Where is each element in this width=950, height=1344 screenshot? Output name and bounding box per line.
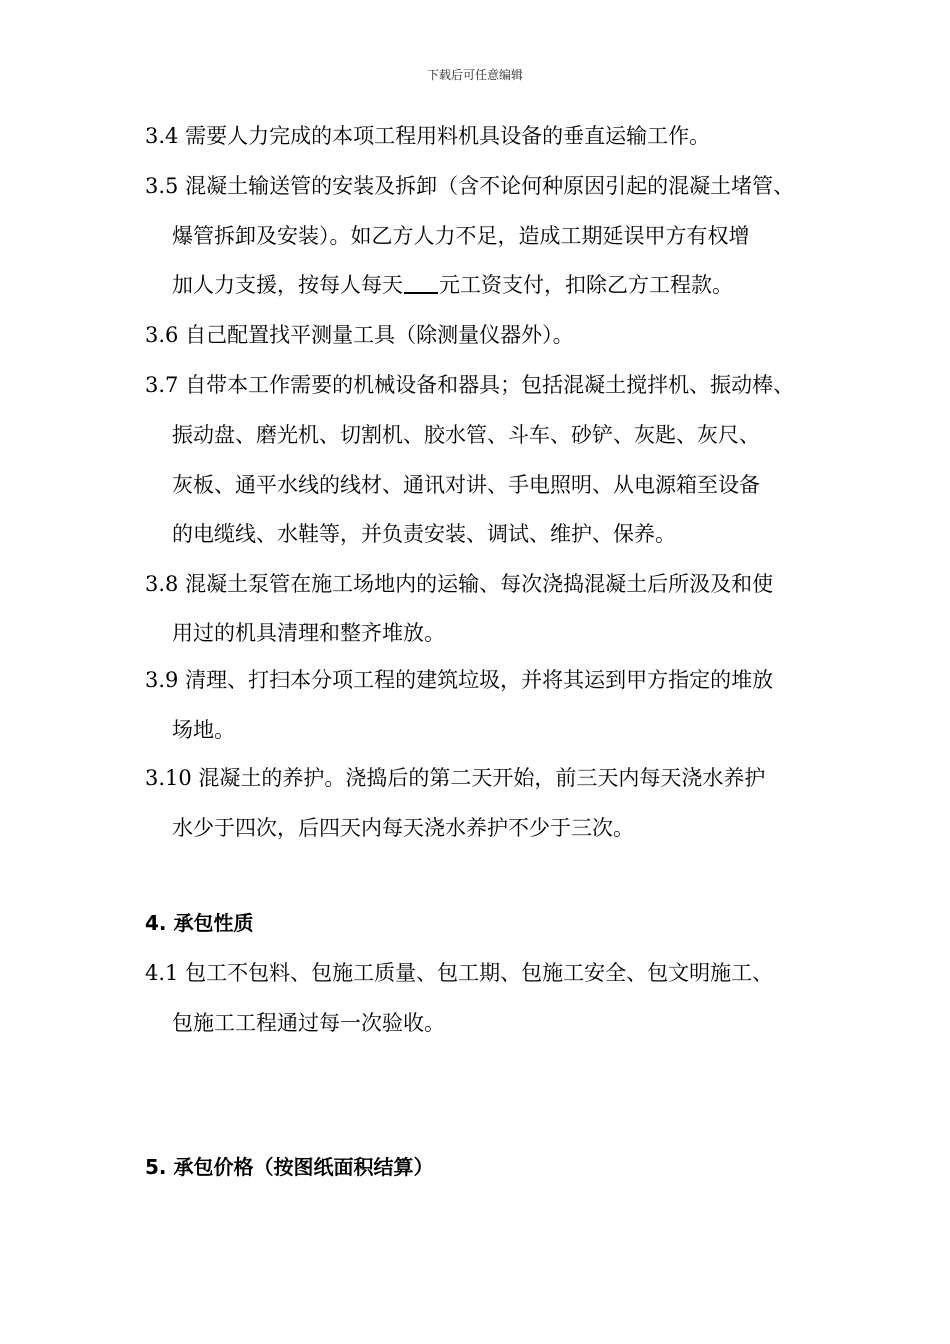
text-fragment: 加人力支援，按每人每天 xyxy=(172,273,403,297)
text-line: 爆管拆卸及安装）。如乙方人力不足，造成工期延误甲方有权增 xyxy=(172,224,750,248)
text-line: 灰板、通平水线的线材、通讯对讲、手电照明、从电源箱至设备 xyxy=(172,473,760,497)
section-5-heading: 5. 承包价格（按图纸面积结算） xyxy=(145,1155,434,1179)
section-4-heading: 4. 承包性质 xyxy=(145,911,254,935)
text-line: 包施工工程通过每一次验收。 xyxy=(172,1011,445,1035)
text-line xyxy=(172,271,733,299)
text-line: 3.5 混凝土输送管的安装及拆卸（含不论何种原因引起的混凝土堵管、 xyxy=(145,174,795,198)
text-line: 3.7 自带本工作需要的机械设备和器具；包括混凝土搅拌机、振动棒、 xyxy=(145,373,795,397)
text-line: 3.6 自己配置找平测量工具（除测量仪器外）。 xyxy=(145,323,574,347)
text-line: 3.8 混凝土泵管在施工场地内的运输、每次浇捣混凝土后所汲及和使 xyxy=(145,572,774,596)
page-header: 下载后可任意编辑 xyxy=(426,68,523,82)
text-fragment: 元工资支付，扣除乙方工程款。 xyxy=(439,273,733,297)
text-line: 的电缆线、水鞋等，并负责安装、调试、维护、保养。 xyxy=(172,522,676,546)
text-line: 水少于四次，后四天内每天浇水养护不少于三次。 xyxy=(172,816,634,840)
text-line: 3.4 需要人力完成的本项工程用料机具设备的垂直运输工作。 xyxy=(145,124,711,148)
text-line: 3.9 清理、打扫本分项工程的建筑垃圾，并将其运到甲方指定的堆放 xyxy=(145,668,774,692)
fill-in-blank xyxy=(404,274,438,294)
text-line: 4.1 包工不包料、包施工质量、包工期、包施工安全、包文明施工、 xyxy=(145,961,774,985)
text-line: 用过的机具清理和整齐堆放。 xyxy=(172,621,445,645)
text-line: 振动盘、磨光机、切割机、胶水管、斗车、砂铲、灰匙、灰尺、 xyxy=(172,423,760,447)
text-line: 场地。 xyxy=(172,718,235,742)
text-line: 3.10 混凝土的养护。浇捣后的第二天开始，前三天内每天浇水养护 xyxy=(145,766,766,790)
